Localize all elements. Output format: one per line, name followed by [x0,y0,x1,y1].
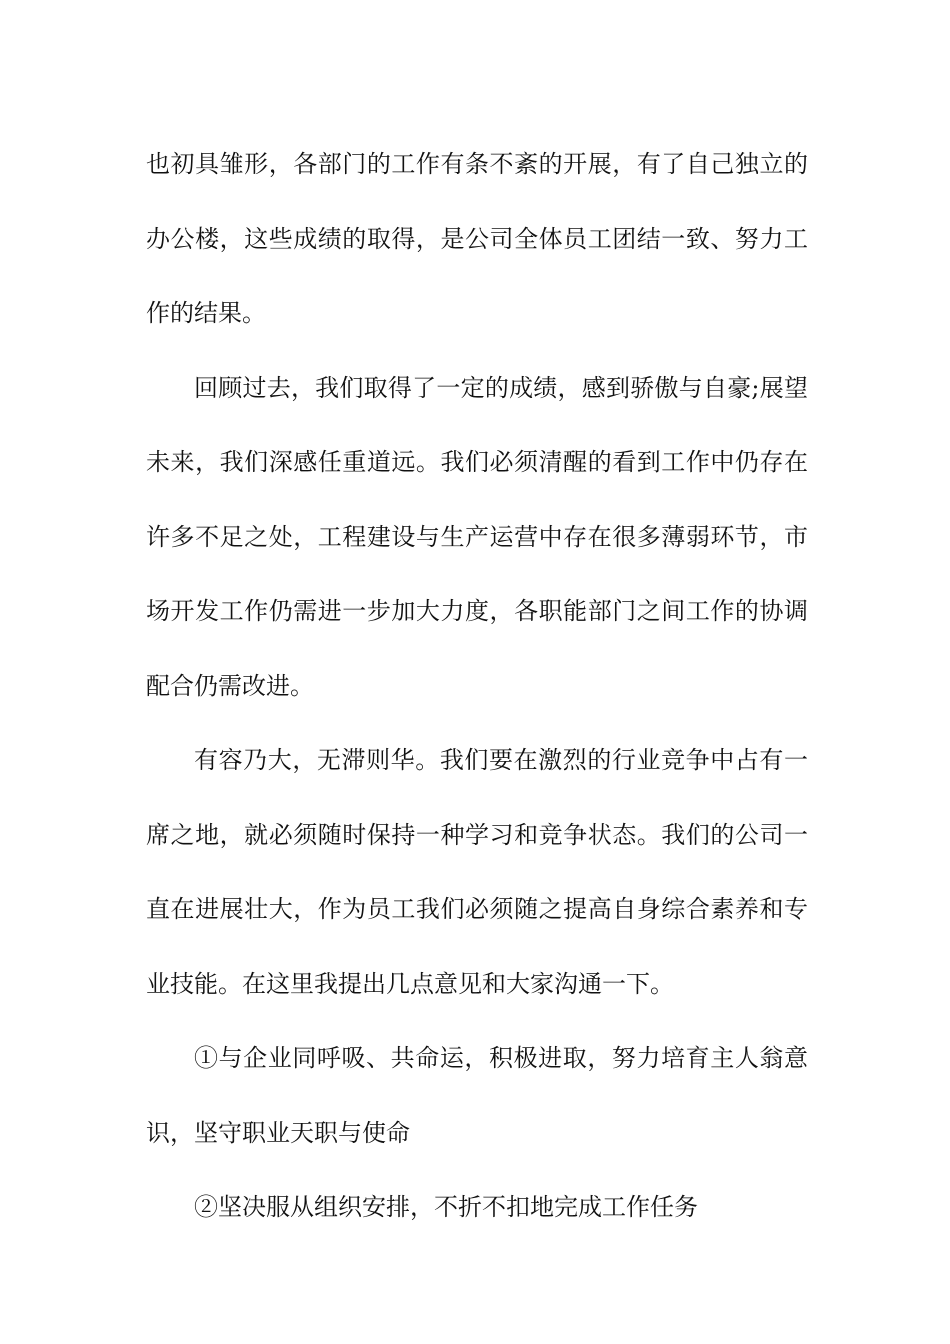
text-line: 回顾过去，我们取得了一定的成绩，感到骄傲与自豪;展望 [194,373,808,402]
text-line: 席之地，就必须随时保持一种学习和竞争状态。我们的公司一 [146,820,808,849]
paragraph [146,351,808,724]
text-line: 识，坚守职业天职与使命 [146,1118,410,1147]
text-line: 有容乃大，无滞则华。我们要在激烈的行业竞争中占有一 [194,746,808,774]
text-line: ②坚决服从组织安排，不折不扣地完成工作任务 [194,1193,698,1221]
text-line: 未来，我们深感任重道远。我们必须清醒的看到工作中仍存在 [146,448,808,476]
paragraph [146,127,808,351]
body-text [146,127,808,1245]
text-line: 场开发工作仍需进一步加大力度，各职能部门之间工作的协调 [146,597,808,625]
text-line: 办公楼，这些成绩的取得，是公司全体员工团结一致、努力工 [146,224,808,253]
text-line: 许多不足之处，工程建设与生产运营中存在很多薄弱环节，市 [146,522,808,551]
text-line: 直在进展壮大，作为员工我们必须随之提高自身综合素养和专 [146,895,808,923]
text-line: ①与企业同呼吸、共命运，积极进取，努力培育主人翁意 [194,1044,808,1072]
text-line: 也初具雏形，各部门的工作有条不紊的开展，有了自己独立的 [146,150,808,178]
text-line: 业技能。在这里我提出几点意见和大家沟通一下。 [146,969,674,998]
paragraph [146,1021,808,1170]
paragraph [146,723,808,1021]
text-line: 作的结果。 [146,299,266,327]
text-line: 配合仍需改进。 [146,671,314,700]
paragraph [146,1170,808,1245]
